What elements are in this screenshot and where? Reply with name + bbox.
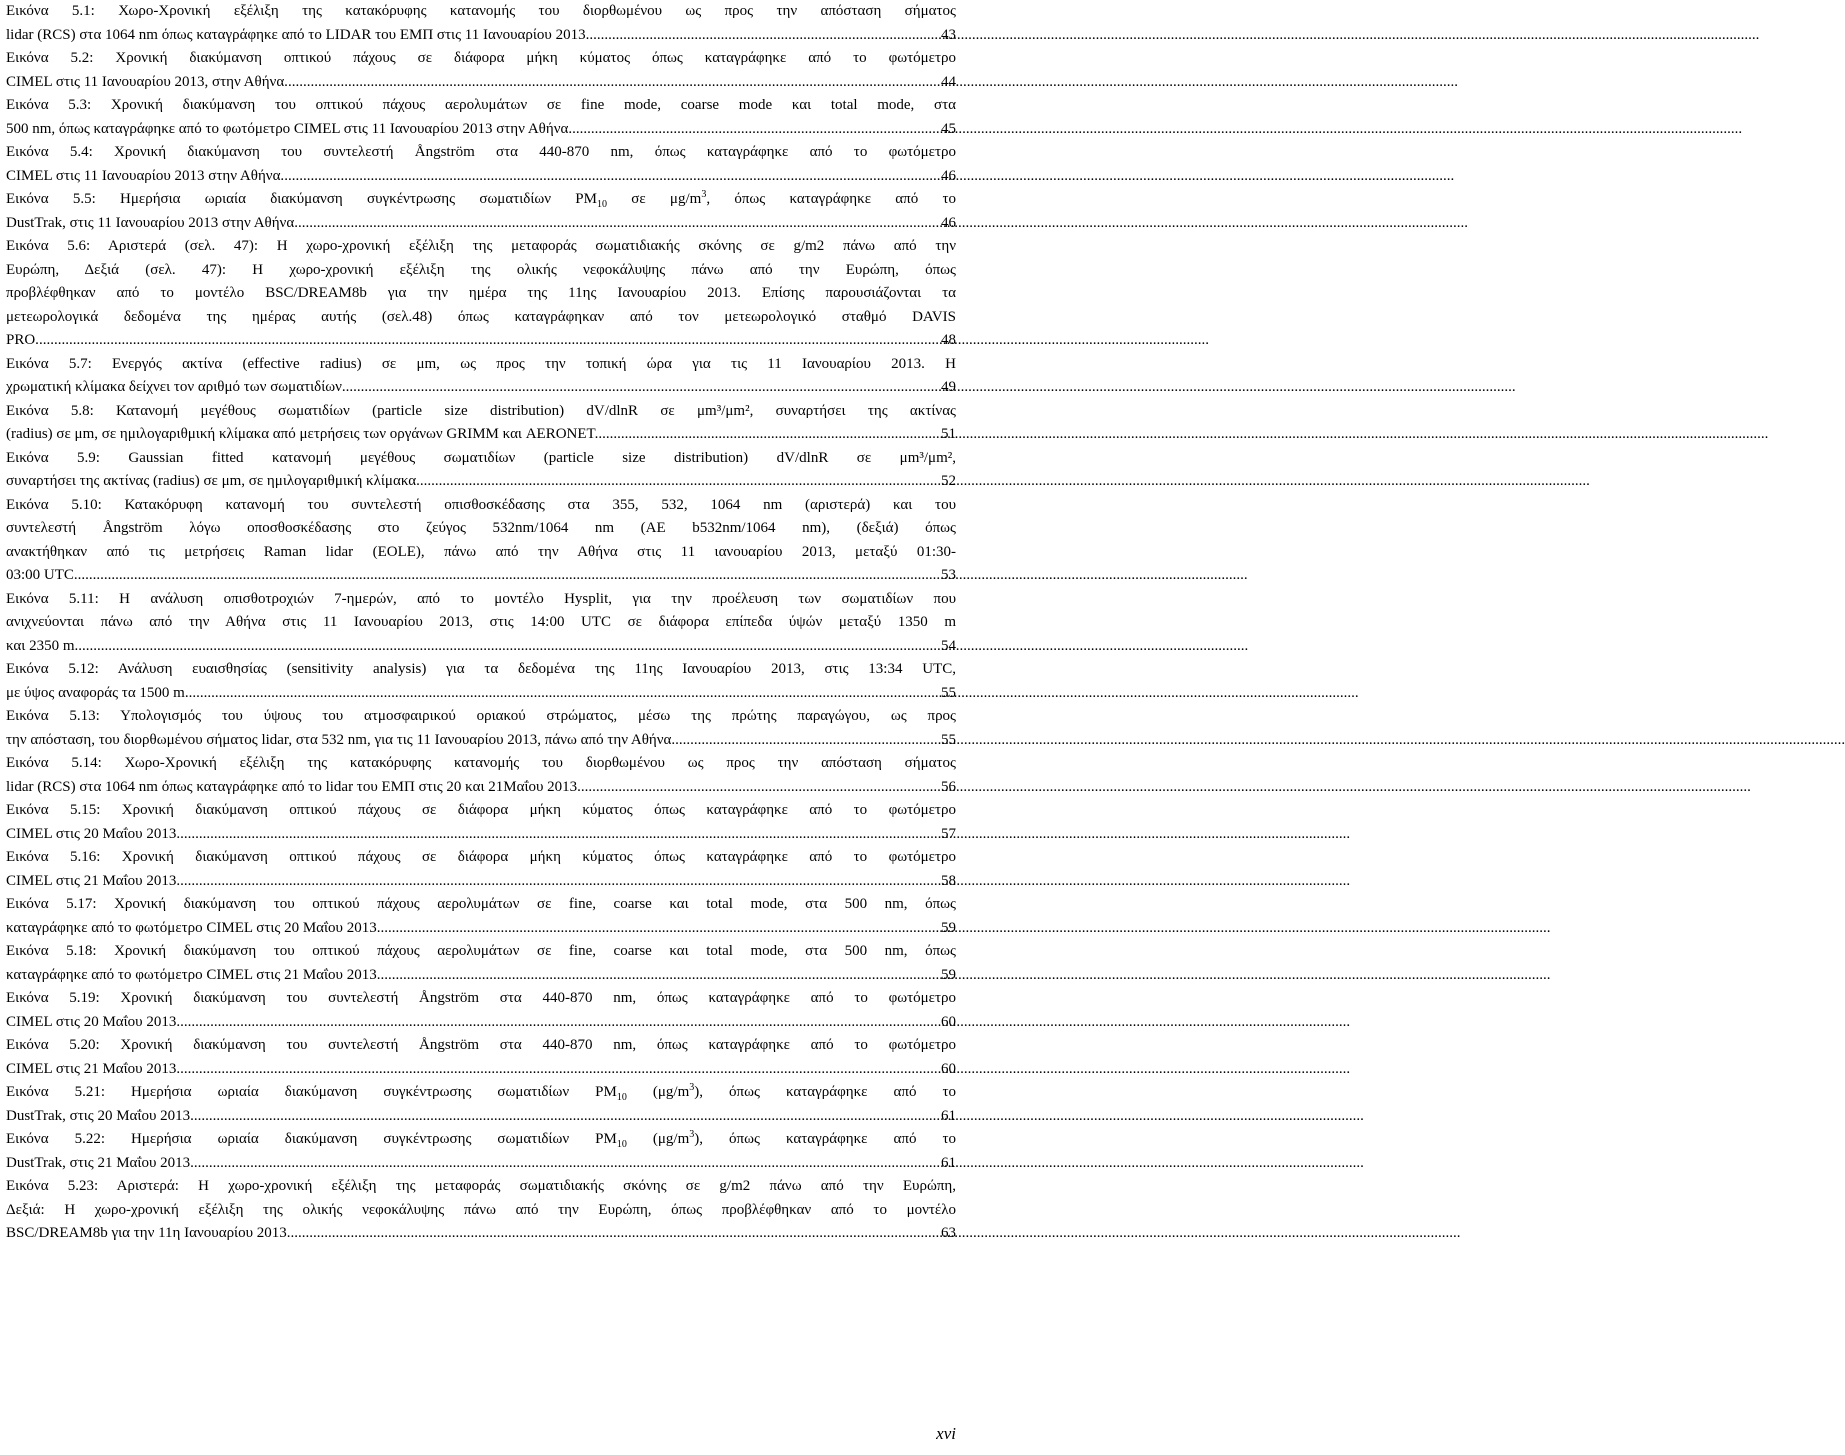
toc-entry-tail	[6, 870, 956, 894]
dot-leader	[581, 776, 940, 800]
dot-leader	[78, 564, 940, 588]
toc-entry-last-line: CIMEL στις 21 Μαΐου 2013.	[6, 872, 181, 889]
toc-entry-tail	[6, 329, 956, 353]
dot-leader	[78, 635, 940, 659]
toc-entry-tail	[6, 1222, 956, 1246]
dot-leader	[189, 682, 940, 706]
toc-entry-line: Δεξιά: Η χωρο-χρονική εξέλιξη της ολικής νεφοκάλυψης πάνω από την Ευρώπη, όπως προβλέφθηκαν από το μοντέλο	[6, 1201, 956, 1218]
toc-page-number[interactable]: 60	[941, 1060, 956, 1077]
toc-entry-line: Εικόνα 5.2: Χρονική διακύμανση οπτικού πάχους σε διάφορα μήκη κύματος όπως καταγράφηκε από το φωτόμετρο	[6, 50, 956, 66]
toc-entry-text: σε μg/m	[607, 191, 702, 207]
toc-entry-line	[6, 1081, 956, 1105]
toc-entry-tail	[6, 118, 956, 142]
toc-entry-last-line: lidar (RCS) στα 1064 nm όπως καταγράφηκε από το LIDAR του ΕΜΠ στις 11 Ιανουαρίου 2013.	[6, 26, 590, 43]
toc-page-number[interactable]: 59	[941, 966, 956, 983]
toc-entry-last-line: καταγράφηκε από το φωτόμετρο CIMEL στις 21 Μαΐου 2013.	[6, 966, 381, 983]
toc-entry-tail	[6, 776, 956, 800]
toc-entry-line: Εικόνα 5.6: Αριστερά (σελ. 47): Η χωρο-χρονική εξέλιξη της μεταφοράς σωματιδιακής σκόνης σε g/m2 πάνω από την	[6, 238, 956, 254]
dot-leader	[194, 1152, 940, 1176]
toc-entry-line: Εικόνα 5.10: Κατακόρυφη κατανομή του συντελεστή οπισθοσκέδασης στα 355, 532, 1064 nm (αριστερά) και του	[6, 496, 956, 513]
toc-entry-last-line: BSC/DREAM8b για την 11η Ιανουαρίου 2013.	[6, 1225, 291, 1241]
toc-page-number[interactable]: 61	[941, 1107, 956, 1124]
toc-entry-line: Εικόνα 5.20: Χρονική διακύμανση του συντελεστή Ångström στα 440-870 nm, όπως καταγράφηκε από το φωτόμετρο	[6, 1037, 956, 1053]
toc-entry-line	[6, 1128, 956, 1152]
toc-entry-line: Εικόνα 5.7: Ενεργός ακτίνα (effective radius) σε μm, ως προς την τοπική ώρα για τις 11 Ιανουαρίου 2013. Η	[6, 355, 956, 372]
toc-entry-line: Εικόνα 5.8: Κατανομή μεγέθους σωματιδίων (particle size distribution) dV/dlnR σε μm³/μm², συναρτήσει της ακτίνας	[6, 402, 956, 419]
toc-entry-line: Εικόνα 5.11: Η ανάλυση οπισθοτροχιών 7-ημερών, από το μοντέλο Hysplit, για την προέλευση των σωματιδίων που	[6, 590, 956, 607]
toc-entry-line: Εικόνα 5.17: Χρονική διακύμανση του οπτικού πάχους αερολυμάτων σε fine, coarse και total mode, στα 500 nm, όπως	[6, 896, 956, 912]
toc-entry[interactable]	[6, 47, 956, 94]
toc-entry-line: προβλέφθηκαν από το μοντέλο BSC/DREAM8b για την ημέρα της 11ης Ιανουαρίου 2013. Επίσης παρουσιάζονται τα	[6, 285, 956, 301]
toc-entry-last-line: καταγράφηκε από το φωτόμετρο CIMEL στις 20 Μαΐου 2013.	[6, 919, 381, 936]
toc-entry-last-line: lidar (RCS) στα 1064 nm όπως καταγράφηκε από το lidar του ΕΜΠ στις 20 και 21Μαΐου 2013.	[6, 778, 581, 795]
list-of-figures	[6, 0, 956, 1246]
dot-leader	[39, 329, 940, 353]
toc-entry-last-line: PRO.	[6, 332, 39, 348]
toc-entry-tail	[6, 470, 956, 494]
toc-page-number[interactable]: 44	[941, 73, 956, 90]
toc-entry-last-line: CIMEL στις 21 Μαΐου 2013.	[6, 1060, 181, 1077]
toc-entry-line: Εικόνα 5.13: Υπολογισμός του ύψους του ατμοσφαιρικού οριακού στρώματος, μέσω της πρώτης παραγώγου, ως προς	[6, 708, 956, 724]
toc-entry-line: ανιχνεύονται πάνω από την Αθήνα στις 11 Ιανουαρίου 2013, στις 14:00 UTC σε διάφορα επίπεδα ύψών μεταξύ 1350 m	[6, 614, 956, 630]
toc-page-number[interactable]: 58	[941, 872, 956, 889]
toc-entry-line: συντελεστή Ångström λόγω οποσθοσκέδασης στο ζεύγος 532nm/1064 nm (AE b532nm/1064 nm), (δεξιά) όπως	[6, 520, 956, 536]
toc-entry-text: ), όπως καταγράφηκε από το	[694, 1131, 957, 1147]
toc-entry-last-line: DustTrak, στις 20 Μαΐου 2013.	[6, 1107, 194, 1124]
toc-entry-last-line: την απόσταση, του διορθωμένου σήματος lidar, στα 532 nm, για τις 11 Ιανουαρίου 2013, πάνω από την Αθήνα.	[6, 731, 676, 748]
toc-entry-tail	[6, 682, 956, 706]
toc-entry-line: Εικόνα 5.23: Αριστερά: Η χωρο-χρονική εξέλιξη της μεταφοράς σωματιδιακής σκόνης σε g/m2 πάνω από την Ευρώπη,	[6, 1178, 956, 1194]
toc-entry-last-line: CIMEL στις 20 Μαΐου 2013.	[6, 825, 181, 842]
toc-entry[interactable]	[6, 494, 956, 588]
toc-entry-text: ), όπως καταγράφηκε από το	[694, 1084, 957, 1100]
toc-page-number[interactable]: 54	[941, 637, 956, 654]
dot-leader	[675, 729, 940, 753]
toc-page-number[interactable]: 63	[941, 1225, 956, 1241]
toc-page-number[interactable]: 55	[941, 731, 956, 748]
toc-entry-last-line: χρωματική κλίμακα δείχνει τον αριθμό των σωματιδίων.	[6, 379, 346, 395]
toc-entry-last-line: CIMEL στις 11 Ιανουαρίου 2013, στην Αθήνα.	[6, 73, 288, 90]
toc-entry[interactable]	[6, 400, 956, 447]
toc-entry-line: Εικόνα 5.9: Gaussian fitted κατανομή μεγέθους σωματιδίων (particle size distribution) dV/dlnR σε μm³/μm²,	[6, 449, 956, 466]
toc-entry[interactable]	[6, 1128, 956, 1175]
toc-entry[interactable]	[6, 0, 956, 47]
toc-entry-tail	[6, 376, 956, 400]
dot-leader	[180, 1058, 940, 1082]
toc-entry-tail	[6, 1058, 956, 1082]
toc-entry-tail	[6, 24, 956, 48]
dot-leader	[589, 24, 940, 48]
toc-page-number[interactable]: 46	[941, 167, 956, 184]
toc-entry[interactable]	[6, 940, 956, 987]
toc-page-number[interactable]: 48	[941, 332, 956, 348]
subscript: 10	[597, 199, 607, 210]
toc-entry-tail	[6, 212, 956, 236]
toc-entry-line: Εικόνα 5.19: Χρονική διακύμανση του συντελεστή Ångström στα 440-870 nm, όπως καταγράφηκε από το φωτόμετρο	[6, 990, 956, 1006]
dot-leader	[180, 870, 940, 894]
toc-entry-line: Εικόνα 5.15: Χρονική διακύμανση οπτικού πάχους σε διάφορα μήκη κύματος όπως καταγράφηκε από το φωτόμετρο	[6, 802, 956, 818]
toc-entry-tail	[6, 1152, 956, 1176]
toc-page-number[interactable]: 60	[941, 1013, 956, 1030]
dot-leader	[284, 165, 940, 189]
toc-entry-tail	[6, 1011, 956, 1035]
toc-entry-tail	[6, 964, 956, 988]
dot-leader	[346, 376, 940, 400]
toc-page-number[interactable]: 49	[941, 379, 956, 395]
toc-entry-line: Εικόνα 5.18: Χρονική διακύμανση του οπτικού πάχους αερολυμάτων σε fine, coarse και total mode, στα 500 nm, όπως	[6, 943, 956, 959]
subscript: 10	[616, 1092, 627, 1103]
toc-page-number[interactable]: 57	[941, 825, 956, 842]
page-number: xvi	[936, 1424, 956, 1443]
dot-leader	[572, 118, 940, 142]
toc-entry-tail	[6, 823, 956, 847]
toc-entry[interactable]	[6, 987, 956, 1034]
toc-page-number[interactable]: 43	[941, 26, 956, 43]
dot-leader	[180, 1011, 940, 1035]
toc-entry-line	[6, 188, 956, 212]
toc-entry-text: Εικόνα 5.22: Ημερήσια ωριαία διακύμανση συγκέντρωσης σωματιδίων PM	[6, 1131, 617, 1147]
toc-entry[interactable]	[6, 893, 956, 940]
toc-entry-tail	[6, 165, 956, 189]
toc-entry-last-line: CIMEL στις 20 Μαΐου 2013.	[6, 1013, 181, 1030]
dot-leader	[380, 964, 940, 988]
toc-entry-tail	[6, 71, 956, 95]
toc-entry-tail	[6, 564, 956, 588]
toc-entry[interactable]	[6, 235, 956, 353]
dot-leader	[598, 423, 940, 447]
toc-entry[interactable]	[6, 353, 956, 400]
toc-entry-last-line: DustTrak, στις 11 Ιανουαρίου 2013 στην Αθήνα.	[6, 214, 298, 231]
toc-entry[interactable]	[6, 188, 956, 235]
toc-entry-tail	[6, 917, 956, 941]
toc-entry-text: Εικόνα 5.21: Ημερήσια ωριαία διακύμανση συγκέντρωσης σωματιδίων PM	[6, 1084, 617, 1100]
toc-entry-last-line: και 2350 m.	[6, 637, 79, 654]
toc-entry-last-line: 500 nm, όπως καταγράφηκε από το φωτόμετρο CIMEL στις 11 Ιανουαρίου 2013 στην Αθήνα.	[6, 120, 573, 137]
toc-entry-text: (μg/m	[626, 1131, 690, 1147]
toc-entry-last-line: (radius) σε μm, σε ημιλογαριθμική κλίμακα από μετρήσεις των οργάνων GRIMM και AERONET.	[6, 426, 599, 442]
toc-entry-last-line: 03:00 UTC.	[6, 567, 78, 583]
toc-entry[interactable]	[6, 846, 956, 893]
toc-entry[interactable]	[6, 141, 956, 188]
toc-entry-text: (μg/m	[626, 1084, 690, 1100]
toc-page-number[interactable]: 51	[941, 426, 956, 442]
toc-page-number[interactable]: 61	[941, 1154, 956, 1171]
toc-entry[interactable]	[6, 705, 956, 752]
toc-entry[interactable]	[6, 447, 956, 494]
toc-entry-line: Εικόνα 5.3: Χρονική διακύμανση του οπτικού πάχους αερολυμάτων σε fine mode, coarse mode και total mode, στα	[6, 97, 956, 113]
toc-entry-tail	[6, 423, 956, 447]
toc-page-number[interactable]: 55	[941, 684, 956, 701]
toc-entry[interactable]	[6, 1034, 956, 1081]
dot-leader	[380, 917, 940, 941]
toc-entry-last-line: με ύψος αναφοράς τα 1500 m.	[6, 684, 189, 701]
toc-entry[interactable]	[6, 752, 956, 799]
toc-entry-line: Εικόνα 5.1: Χωρο-Χρονική εξέλιξη της κατακόρυφης κατανομής του διορθωμένου ως προς την απόσταση σήματος	[6, 3, 956, 19]
toc-page-number[interactable]: 52	[941, 473, 956, 489]
dot-leader	[194, 1105, 940, 1129]
dot-leader	[420, 470, 940, 494]
toc-entry-line: ανακτήθηκαν από τις μετρήσεις Raman lidar (EOLE), πάνω από την Αθήνα στις 11 ιανουαρίου 2013, μεταξύ 01:30-	[6, 543, 956, 560]
toc-entry-last-line: CIMEL στις 11 Ιανουαρίου 2013 στην Αθήνα.	[6, 167, 285, 184]
toc-entry-tail	[6, 729, 956, 753]
toc-entry-line: Ευρώπη, Δεξιά (σελ. 47): Η χωρο-χρονική εξέλιξη της ολικής νεφοκάλυψης πάνω από την Ευρώπη, όπως	[6, 261, 956, 278]
toc-page-number[interactable]: 46	[941, 214, 956, 231]
toc-page-number[interactable]: 45	[941, 120, 956, 137]
toc-entry[interactable]	[6, 799, 956, 846]
toc-entry-line: Εικόνα 5.14: Χωρο-Χρονική εξέλιξη της κατακόρυφης κατανομής του διορθωμένου ως προς την απόσταση σήματος	[6, 755, 956, 771]
toc-page-number[interactable]: 53	[941, 567, 956, 583]
dot-leader	[288, 71, 940, 95]
superscript: 3	[689, 1082, 695, 1093]
subscript: 10	[616, 1139, 627, 1150]
dot-leader	[291, 1222, 940, 1246]
toc-entry-text: Εικόνα 5.5: Ημερήσια ωριαία διακύμανση συγκέντρωσης σωματιδίων PM	[6, 191, 597, 207]
toc-page-number[interactable]: 56	[941, 778, 956, 795]
toc-page-number[interactable]: 59	[941, 919, 956, 936]
superscript: 3	[689, 1129, 695, 1140]
dot-leader	[180, 823, 940, 847]
toc-entry-line: Εικόνα 5.4: Χρονική διακύμανση του συντελεστή Ångström στα 440-870 nm, όπως καταγράφηκε από το φωτόμετρο	[6, 144, 956, 160]
toc-entry-line: Εικόνα 5.16: Χρονική διακύμανση οπτικού πάχους σε διάφορα μήκη κύματος όπως καταγράφηκε από το φωτόμετρο	[6, 849, 956, 865]
toc-entry-last-line: DustTrak, στις 21 Μαΐου 2013.	[6, 1154, 194, 1171]
toc-entry[interactable]	[6, 658, 956, 705]
toc-entry-tail	[6, 1105, 956, 1129]
toc-entry[interactable]	[6, 588, 956, 659]
toc-entry[interactable]	[6, 1081, 956, 1128]
toc-entry-text: , όπως καταγράφηκε από το	[706, 191, 957, 207]
superscript: 3	[701, 189, 707, 200]
toc-entry-line: Εικόνα 5.12: Ανάλυση ευαισθησίας (sensitivity analysis) για τα δεδομένα της 11ης Ιανουαρίου 2013, στις 13:34 UTC,	[6, 661, 956, 677]
toc-entry-tail	[6, 635, 956, 659]
toc-entry[interactable]	[6, 94, 956, 141]
toc-entry-last-line: συναρτήσει της ακτίνας (radius) σε μm, σε ημιλογαριθμική κλίμακα.	[6, 473, 420, 489]
toc-entry-line: μετεωρολογικά δεδομένα της ημέρας αυτής (σελ.48) όπως καταγράφηκαν από τον μετεωρολογικό σταθμό DAVIS	[6, 308, 956, 325]
dot-leader	[298, 212, 940, 236]
toc-entry[interactable]	[6, 1175, 956, 1246]
